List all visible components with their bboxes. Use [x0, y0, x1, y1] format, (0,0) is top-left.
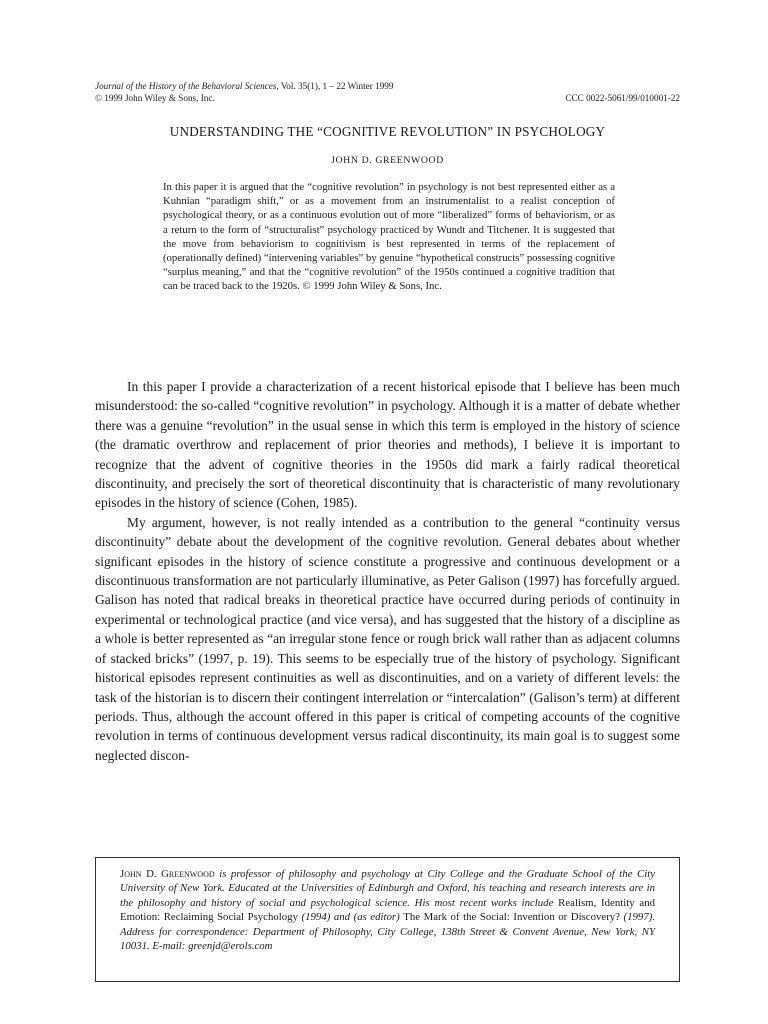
- footnote-text-3: (1997). Address for correspondence: Department of Philosophy, City College, 138th Street & Convent Avenue, New York, NY 10031. E-mail: greenjd@erols.com: [120, 911, 656, 953]
- author-footnote-box: [95, 857, 680, 982]
- journal-volume: Vol. 35(1), 1 – 22 Winter 1999: [278, 81, 394, 91]
- footnote-author-name: John D. Greenwood: [120, 868, 215, 880]
- footnote-book-2: The Mark of the Social: Invention or Discovery?: [403, 911, 620, 924]
- paper-title: UNDERSTANDING THE “COGNITIVE REVOLUTION” IN PSYCHOLOGY: [169, 124, 606, 139]
- ccc-code: CCC 0022-5061/99/010001-22: [565, 93, 680, 103]
- body-paragraph-1: In this paper I provide a characterization of a recent historical episode that I believe has been much misunderstood: the so-called “cognitive revolution” in psychology. Although it is a matter of debate whether there was a genuine “revolution” in the usual sense in which this term is employed in the history of science (the dramatic overthrow and replacement of prior theories and methods), I believe it is important to recognize that the advent of cognitive theories in the 1950s did mark a fairly radical theoretical discontinuity, and precisely the sort of theoretical discontinuity that is characteristic of many revolutionary episodes in the history of science (Cohen, 1985).: [95, 379, 680, 511]
- copyright-line: © 1999 John Wiley & Sons, Inc.: [95, 93, 215, 103]
- footnote-book-1: Realism, Identity and Emotion: Reclaiming Social Psychology: [120, 896, 656, 924]
- abstract: In this paper it is argued that the “cognitive revolution” in psychology is not best represented either as a Kuhnian “paradigm shift,” or as a movement from an instrumentalist to a realist conception of psychological theory, or as a continuous evolution out of more “liberalized” forms of behaviorism, or as a return to the form of “structuralist” psychology practiced by Wundt and Titchener. It is suggested that the move from behaviorism to cognitivism is best represented in terms of the replacement of (operationally defined) “intervening variables” by genuine “hypothetical constructs” possessing cognitive “surplus meaning,” and that the “cognitive revolution” of the 1950s continued a cognitive tradition that can be traced back to the 1920s. © 1999 John Wiley & Sons, Inc.: [163, 181, 615, 293]
- journal-name: Journal of the History of the Behavioral Sciences,: [95, 81, 279, 91]
- running-header: [95, 80, 680, 104]
- footnote-text-1: is professor of philosophy and psychology at City College and the Graduate School of the City University of New York. Educated at the Universities of Edinburgh and Oxford, his teaching and research interests are in the philosophy and history of social and psychological science. His most recent works include: [120, 868, 656, 909]
- body-paragraph-2: My argument, however, is not really intended as a contribution to the general “continuity versus discontinuity” debate about the development of the cognitive revolution. General debates about whether significant episodes in the history of science constitute a progressive and continuous development or a discontinuous transformation are not particularly illuminative, as Peter Galison (1997) has forcefully argued. Galison has noted that radical breaks in theoretical practice have occurred during periods of continuity in experimental or technological practice (and vice versa), and has suggested that the history of a discipline as a whole is better represented as “an irregular stone fence or rough brick wall rather than as adjacent columns of stacked bricks” (1997, p. 19). This seems to be especially true of the history of psychology. Significant historical episodes represent continuities as well as discontinuities, and on a variety of different levels: the task of the historian is to discern their contingent interrelation or “intercalation” (Galison’s term) at different periods. Thus, although the account offered in this paper is critical of competing accounts of the cognitive revolution in terms of continuous development versus radical discontinuity, its main goal is to suggest some neglected discon-: [95, 514, 680, 763]
- journal-citation: [95, 80, 680, 92]
- paper-author: JOHN D. GREENWOOD: [331, 155, 444, 166]
- copyright-row: [95, 92, 680, 104]
- footnote-text-2: (1994) and (as editor): [297, 911, 404, 924]
- author-footnote: [120, 867, 655, 953]
- body-text: [95, 377, 680, 765]
